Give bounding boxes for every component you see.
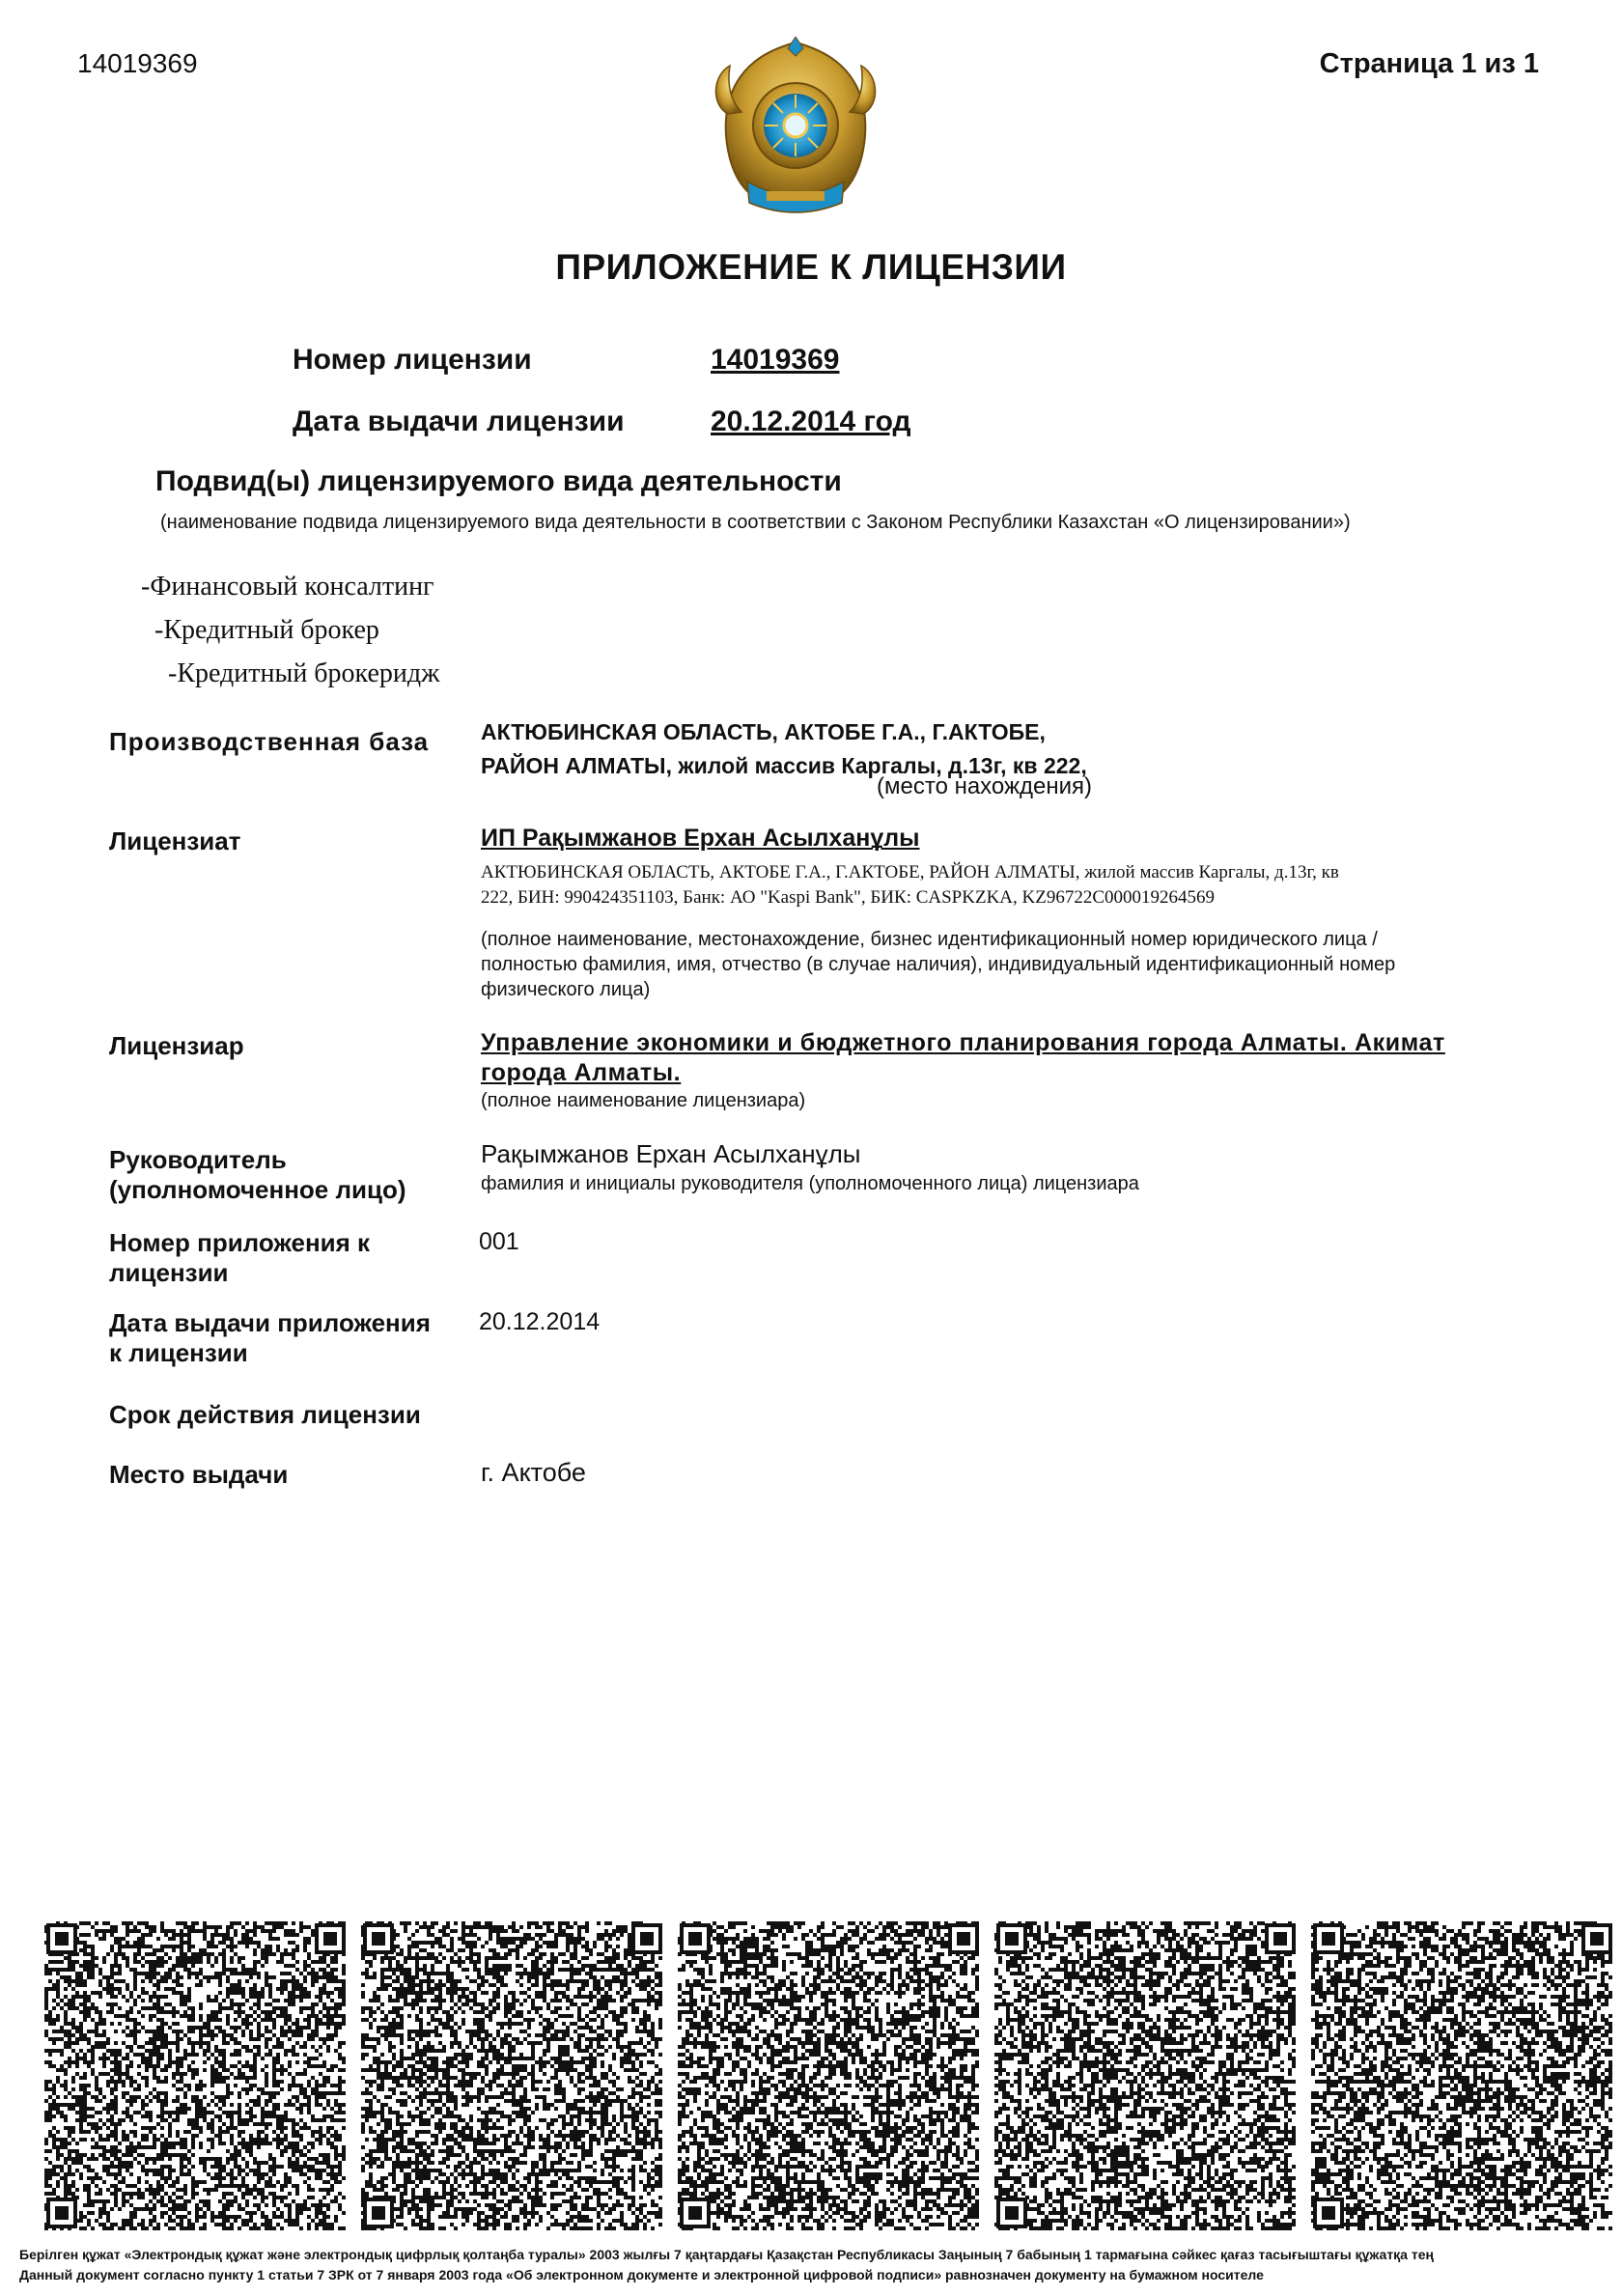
licensor-line1: Управление экономики и бюджетного планирования города Алматы. Акимат [481,1029,1445,1056]
appendix-number-label-line2: лицензии [109,1258,229,1287]
appendix-number-label-line1: Номер приложения к [109,1228,371,1257]
appendix-number-value: 001 [479,1228,519,1255]
appendix-date-label [109,1308,457,1368]
licensee-note-line1: (полное наименование, местонахождение, бизнес идентификационный номер юридического лица / [481,929,1378,950]
license-number-value: 14019369 [711,344,840,376]
appendix-date-label-line2: к лицензии [109,1338,248,1367]
document-number: 14019369 [77,48,198,78]
subtypes-note: (наименование подвида лицензируемого вида деятельности в соответствии с Законом Республики Казахстан «О лицензировании») [160,512,1351,533]
production-base-note: (место нахождения) [877,773,1093,799]
licensor-label: Лицензиар [109,1031,244,1060]
qr-codes [44,1921,1614,2230]
head-note: фамилия и инициалы руководителя (уполномоченного лица) лицензиара [481,1173,1139,1194]
head-label-line2: (уполномоченное лицо) [109,1175,406,1204]
footer-line-kz: Берілген құжат «Электрондық құжат және электрондық цифрлық қолтаңба туралы» 2003 жылғы 7 қаңтардағы Қазақстан Республикасы Заңының 7 бабының 1 тармағына сәйкес қағаз тасығыштағы құжатқа тең [19,2247,1434,2262]
licensee-note-line2: полностью фамилия, имя, отчество (в случае наличия), индивидуальный идентификационный номер [481,954,1396,975]
production-base-line1: АКТЮБИНСКАЯ ОБЛАСТЬ, АКТОБЕ Г.А., Г.АКТОБЕ, [481,719,1046,744]
licensee-note-line3: физического лица) [481,979,651,1000]
licensor-line2: города Алматы. [481,1059,682,1086]
page-indicator: Страница 1 из 1 [1319,48,1539,79]
subtypes-title: Подвид(ы) лицензируемого вида деятельности [155,465,842,497]
license-number-label: Номер лицензии [293,344,532,376]
licensee-address-line2: 222, БИН: 990424351103, Банк: АО "Kaspi Bank", БИК: CASPKZKA, KZ96722C000019264569 [481,887,1216,908]
activity-item: -Финансовый консалтинг [141,572,434,602]
qr-code-icon [44,1921,346,2230]
footer-line-ru: Данный документ согласно пункту 1 статьи 7 ЗРК от 7 января 2003 года «Об электронном документе и электронной цифровой подписи» равнозначен документу на бумажном носителе [19,2267,1264,2282]
head-label [109,1145,457,1205]
license-date-value: 20.12.2014 год [711,406,911,437]
licensor-note: (полное наименование лицензиара) [481,1090,806,1111]
issue-place-value: г. Актобе [481,1458,586,1487]
production-base-label: Производственная база [109,727,430,756]
head-label-line1: Руководитель [109,1145,287,1174]
appendix-date-value: 20.12.2014 [479,1308,601,1335]
production-base-line2: РАЙОН АЛМАТЫ, жилой массив Каргалы, д.13г, кв 222, [481,753,1087,778]
appendix-date-label-line1: Дата выдачи приложения [109,1308,431,1337]
validity-label: Срок действия лицензии [109,1400,421,1429]
qr-code-icon [1311,1921,1612,2230]
qr-code-icon [994,1921,1296,2230]
kazakhstan-state-emblem-icon [709,37,882,226]
activity-item: -Кредитный брокер [154,615,379,645]
issue-place-label: Место выдачи [109,1460,289,1489]
document-title: ПРИЛОЖЕНИЕ К ЛИЦЕНЗИИ [555,247,1067,287]
licensee-name: ИП Рақымжанов Ерхан Асылханұлы [481,825,920,852]
licensee-address-line1: АКТЮБИНСКАЯ ОБЛАСТЬ, АКТОБЕ Г.А., Г.АКТОБЕ, РАЙОН АЛМАТЫ, жилой массив Каргалы, д.13г, кв [481,862,1339,882]
head-value: Рақымжанов Ерхан Асылханұлы [481,1139,861,1168]
licensee-label: Лицензиат [109,826,241,855]
activity-item: -Кредитный брокеридж [168,658,440,688]
qr-code-icon [361,1921,662,2230]
appendix-number-label [109,1228,457,1288]
qr-code-icon [678,1921,979,2230]
license-date-label: Дата выдачи лицензии [293,406,625,437]
